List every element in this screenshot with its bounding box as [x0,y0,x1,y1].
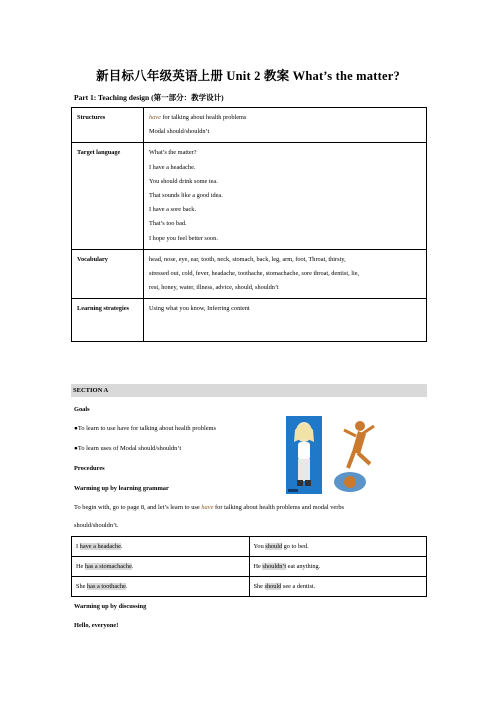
table-row [72,249,427,299]
row-key: Learning strategies [72,299,144,342]
intro-line: To begin with, go to page 8, and let’s learn to use have for talking about health problems and modal verbs [74,504,345,511]
grammar-table [71,536,427,597]
girl-illustration-image [286,416,322,494]
goal-item: ●To learn to use have for talking about health problems [74,425,217,432]
table-row [72,557,427,577]
soccer-player-illustration-image [330,416,380,494]
grammar-cell: She has a toothache. [72,577,250,597]
grammar-cell: I have a headache. [72,537,250,557]
grammar-cell: She should see a dentist. [249,577,427,597]
table-row [72,537,427,557]
warmup-discuss-label: Warming up by discussing [74,603,147,610]
warmup-grammar-label: Warming up by learning grammar [74,485,169,492]
row-value: What’s the matter? I have a headache. You should drink some tea. That sounds like a good idea. I have a sore back. That’s too bad. I hope you feel better soon. [144,143,427,249]
table-row [72,299,427,342]
row-value: head, nose, eye, ear, tooth, neck, stomach, back, leg, arm, foot, Throat, thirsty, stressed out, cold, fever, headache, toothache, stomachache, sore throat, dentist, lie, rest, honey, water, illness, advice, should, shouldn’t [144,249,427,299]
section-label: SECTION A [71,384,427,397]
grammar-cell: He shouldn’t eat anything. [249,557,427,577]
goals-label: Goals [74,406,90,413]
table-row [72,577,427,597]
row-key: Structures [72,108,144,143]
intro-line-2: should/shouldn’t. [74,522,119,529]
row-value: have for talking about health problems Modal should/shouldn’t [144,108,427,143]
part-heading: Part 1: Teaching design (第一部分：教学设计) [74,93,224,102]
goal-item: ●To learn uses of Modal should/shouldn’t [74,445,182,452]
grammar-cell: You should go to bed. [249,537,427,557]
procedures-label: Procedures [74,465,105,472]
row-key: Vocabulary [72,249,144,299]
table-row [72,108,427,143]
row-value: Using what you know, Inferring content [144,299,427,342]
greeting-text: Hello, everyone! [74,622,119,629]
design-table [71,107,427,342]
page-title: 新目标八年级英语上册 Unit 2 教案 What’s the matter? [96,69,400,83]
grammar-cell: He has a stomachache. [72,557,250,577]
table-row [72,143,427,249]
row-key: Target language [72,143,144,249]
